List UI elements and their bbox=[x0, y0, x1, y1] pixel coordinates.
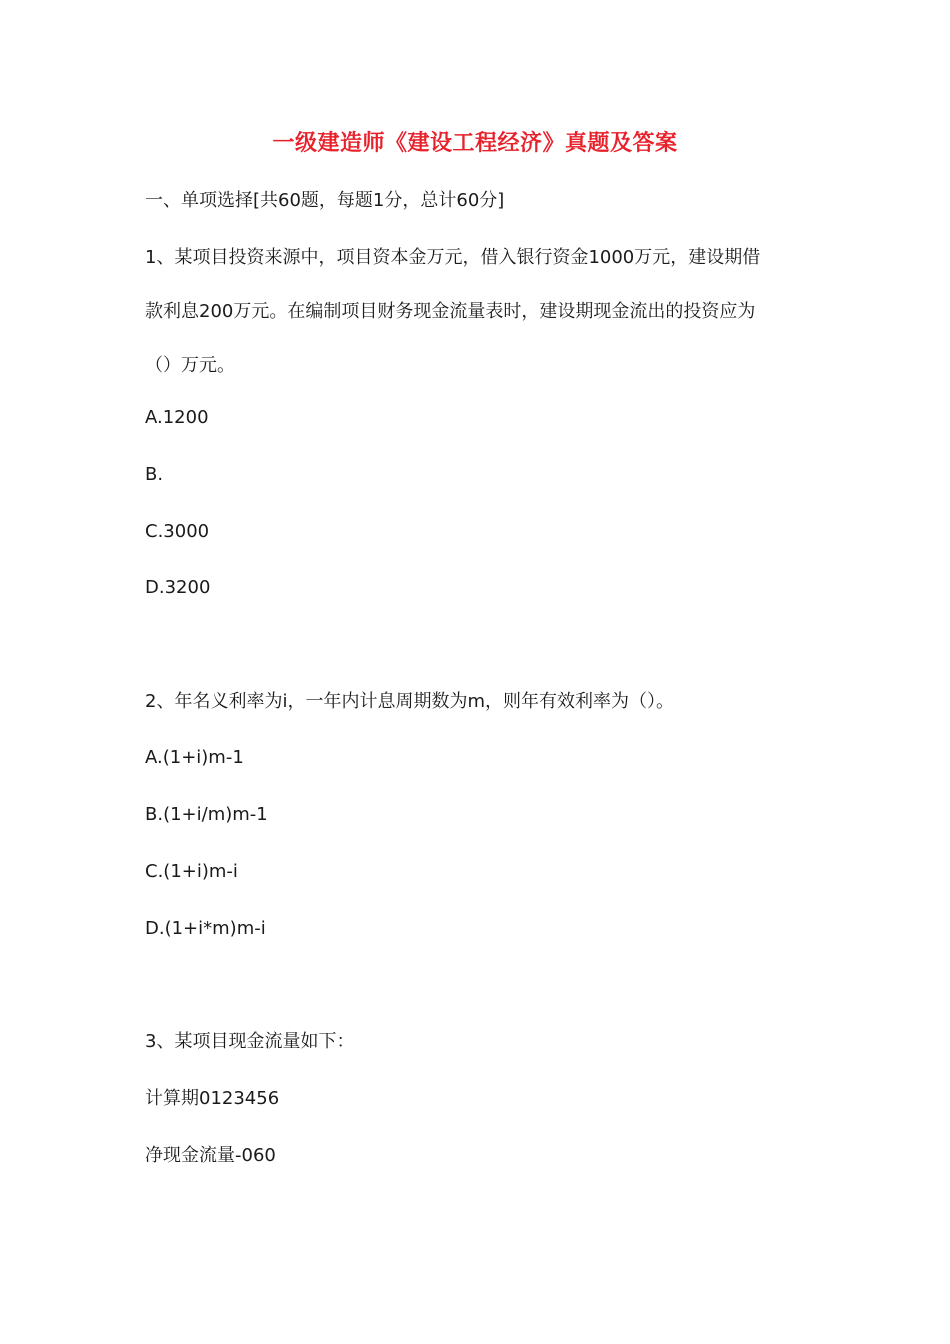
question-3-cashflow-row: 净现金流量-060 bbox=[145, 1145, 276, 1166]
question-1-option-b: B. bbox=[145, 464, 164, 485]
question-1-stem-line-2: 款利息200万元。在编制项目财务现金流量表时，建设期现金流出的投资应为 bbox=[145, 301, 756, 322]
question-3-stem-line-1: 3、某项目现金流量如下： bbox=[145, 1031, 355, 1052]
question-3-period-row: 计算期0123456 bbox=[145, 1088, 280, 1109]
question-1-stem-line-3: （）万元。 bbox=[145, 355, 235, 376]
question-2-option-b: B.(1+i/m)m-1 bbox=[145, 804, 268, 825]
question-1-option-a: A.1200 bbox=[145, 407, 209, 428]
document-title: 一级建造师《建设工程经济》真题及答案 bbox=[272, 130, 678, 156]
question-2-option-d: D.(1+i*m)m-i bbox=[145, 918, 266, 939]
question-2-option-a: A.(1+i)m-1 bbox=[145, 747, 244, 768]
question-1-option-c: C.3000 bbox=[145, 521, 210, 542]
section-heading: 一、单项选择[共60题，每题1分，总计60分] bbox=[145, 190, 505, 211]
question-2-option-c: C.(1+i)m-i bbox=[145, 861, 238, 882]
question-1-stem-line-1: 1、某项目投资来源中，项目资本金万元，借入银行资金1000万元，建设期借 bbox=[145, 247, 761, 268]
question-1-option-d: D.3200 bbox=[145, 577, 211, 598]
question-2-stem-line-1: 2、年名义利率为i，一年内计息周期数为m，则年有效利率为（）。 bbox=[145, 691, 674, 712]
